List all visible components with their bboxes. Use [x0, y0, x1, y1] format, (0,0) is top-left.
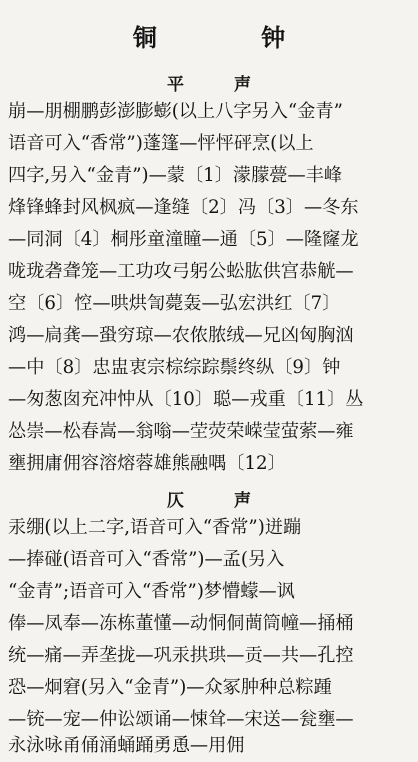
text-line: 烽锋蜂封风枫疯—逢缝〔2〕冯〔3〕—冬东	[8, 197, 359, 218]
text-line: 怂崇—松春嵩—翁嗡—茔荧荣嵘莹萤萦—雍	[8, 421, 354, 442]
text-line: 鸿—扃龚—蛩穷琼—农侬脓绒—兄凶匈胸汹	[8, 325, 354, 346]
text-line: 咙珑砻聋笼—工功攻弓躬公蚣肱供宫恭觥—	[8, 261, 354, 282]
text-line: 统—痛—弄垄拢—巩汞拱珙—贡—共—孔控	[8, 645, 354, 666]
text-line: —匆葱囱充冲忡从〔10〕聪—戎重〔11〕丛	[8, 389, 364, 410]
text-line: 恐—炯窘(另入“金青”)—众冢肿种总粽踵	[8, 677, 332, 698]
text-line: —同洞〔4〕桐彤童潼瞳—通〔5〕—隆窿龙	[8, 229, 359, 250]
text-line: 永泳咏甬俑涌蛹踊勇恿—用佣	[8, 735, 245, 756]
page-title: 铜 钟	[132, 23, 334, 52]
text-line: 俸—凤奉—冻栋董懂—动恫侗蕳筒幢—捅桶	[8, 613, 354, 634]
section-heading-ping: 平 声	[167, 75, 273, 95]
text-line: 空〔6〕悾—哄烘訇薨轰—弘宏洪红〔7〕	[8, 293, 341, 314]
text-line: 四字,另入“金青”)—蒙〔1〕濛朦甍—丰峰	[8, 165, 343, 186]
text-line: 壅拥庸佣容溶熔蓉雄熊融喁〔12〕	[8, 453, 286, 474]
text-line: —铳—宠—仲讼颂诵—悚耸—宋送—瓮壅—	[8, 709, 354, 730]
text-line: —中〔8〕忠盅衷宗棕综踪鬃终纵〔9〕钟	[8, 357, 341, 378]
section-heading-ze: 仄 声	[167, 491, 273, 511]
text-line: 语音可入“香常”)蓬篷—怦怦砰烹(以上	[8, 133, 314, 154]
text-line: —捧碰(语音可入“香常”)—孟(另入	[8, 549, 285, 570]
text-line: 汞绷(以上二字,语音可入“香常”)迸蹦	[8, 517, 302, 538]
text-line: “金青”;语音可入“香常”)梦懵蠓—讽	[8, 581, 295, 602]
text-line: 崩—朋棚鹏彭澎膨蟛(以上八字另入“金青”	[8, 101, 343, 122]
